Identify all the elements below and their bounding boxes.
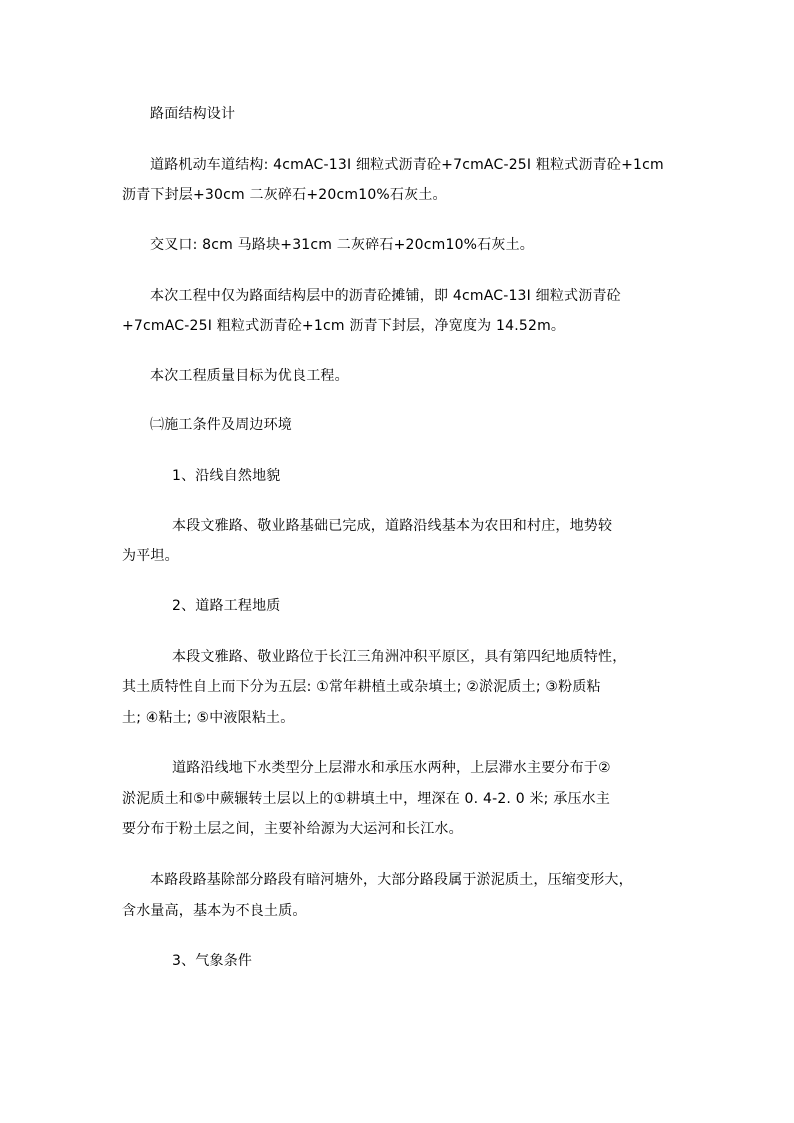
paragraph-line: 本路段路基除部分路段有暗河塘外，大部分路段属于淤泥质土，压缩变形大， — [150, 872, 633, 888]
paragraph-line: +7cmAC-25I 粗粒式沥青砼+1cm 沥青下封层，净宽度为 14.52m。 — [122, 318, 566, 334]
paragraph-line: 要分布于粉土层之间，主要补给源为大运河和长江水。 — [122, 821, 463, 837]
subsection-title: 3、气象条件 — [172, 953, 253, 969]
paragraph-line: 本段文雅路、敬业路位于长江三角洲冲积平原区，具有第四纪地质特性， — [172, 649, 627, 665]
paragraph-line: 为平坦。 — [122, 548, 179, 564]
section-title: ㈡施工条件及周边环境 — [150, 417, 292, 433]
paragraph-line: 其土质特性自上而下分为五层: ①常年耕植土或杂填土; ②淤泥质土; ③粉质粘 — [122, 679, 601, 695]
paragraph-line: 本段文雅路、敬业路基础已完成，道路沿线基本为农田和村庄，地势较 — [172, 518, 613, 534]
paragraph-line: 交叉口: 8cm 马路块+31cm 二灰碎石+20cm10%石灰土。 — [150, 237, 534, 253]
paragraph-line: 沥青下封层+30cm 二灰碎石+20cm10%石灰土。 — [122, 187, 447, 203]
paragraph-line: 土; ④粘土; ⑤中液限粘土。 — [122, 710, 295, 726]
paragraph-line: 淤泥质土和⑤中蕨辗转土层以上的①耕填土中，埋深在 0. 4-2. 0 米; 承压水主 — [122, 791, 611, 807]
paragraph-line: 含水量高，基本为不良土质。 — [122, 903, 307, 919]
section-heading: 路面结构设计 — [150, 106, 236, 122]
paragraph-line: 本次工程中仅为路面结构层中的沥青砼摊铺，即 4cmAC-13I 细粒式沥青砼 — [150, 288, 621, 304]
subsection-title: 1、沿线自然地貌 — [172, 468, 281, 484]
paragraph-line: 道路沿线地下水类型分上层滞水和承压水两种，上层滞水主要分布于② — [172, 760, 611, 776]
subsection-title: 2、道路工程地质 — [172, 598, 281, 614]
paragraph-line: 本次工程质量目标为优良工程。 — [150, 368, 349, 384]
paragraph-line: 道路机动车道结构: 4cmAC-13I 细粒式沥青砼+7cmAC-25I 粗粒式沥青砼+1cm — [150, 157, 664, 173]
